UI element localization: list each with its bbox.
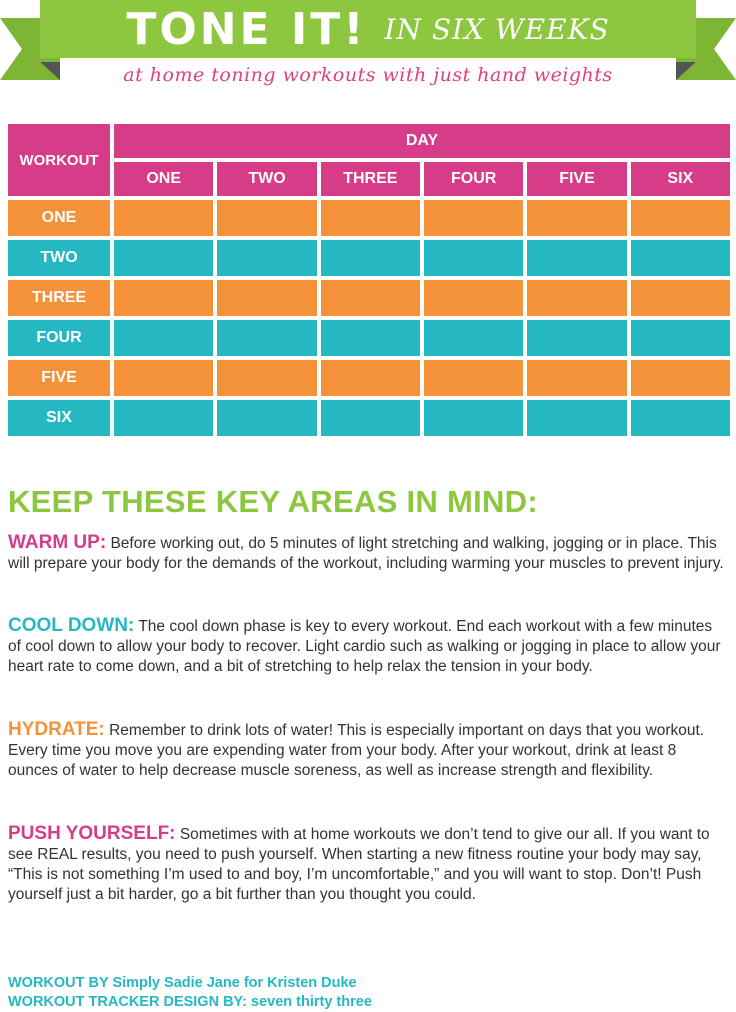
day-column-header: FOUR xyxy=(424,162,523,196)
tracker-cell[interactable] xyxy=(321,200,420,236)
tracker-cell[interactable] xyxy=(424,360,523,396)
tracker-cell[interactable] xyxy=(321,280,420,316)
tracker-cell[interactable] xyxy=(321,400,420,436)
key-areas-title: KEEP THESE KEY AREAS IN MIND: xyxy=(8,484,539,519)
header-banner xyxy=(0,0,736,100)
tracker-cell[interactable] xyxy=(527,360,626,396)
design-credit: WORKOUT TRACKER DESIGN BY: seven thirty three xyxy=(8,994,372,1010)
workout-row-label: TWO xyxy=(8,240,110,276)
tracker-cell[interactable] xyxy=(424,200,523,236)
tracker-cell[interactable] xyxy=(114,240,213,276)
tracker-cell[interactable] xyxy=(631,320,730,356)
tracker-cell[interactable] xyxy=(114,360,213,396)
page-title: TONE IT! xyxy=(126,3,367,55)
cool-down-section xyxy=(8,616,728,677)
workout-tracker-table xyxy=(8,124,730,436)
page-subtitle: IN SIX WEEKS xyxy=(384,12,610,46)
workout-row-label: THREE xyxy=(8,280,110,316)
workout-row-label: FOUR xyxy=(8,320,110,356)
section-text: Sometimes with at home workouts we don’t tend to give our all. If you want to see REAL results, you need to push yourself. When starting a new fitness routine your body may say, “This is not something I’m used to and boy, I’m uncomfortable,” and you will want to stop. Don’t! Push yourself just a bit harder, go a bit further than you thought you could. xyxy=(8,826,710,903)
tracker-cell[interactable] xyxy=(321,360,420,396)
section-heading: PUSH YOURSELF: xyxy=(8,823,176,844)
section-heading: HYDRATE: xyxy=(8,719,105,740)
day-column-header: TWO xyxy=(217,162,316,196)
hydrate-section xyxy=(8,720,728,781)
tracker-cell[interactable] xyxy=(321,240,420,276)
warm-up-section xyxy=(8,533,728,574)
push-yourself-section xyxy=(8,824,728,905)
tracker-cell[interactable] xyxy=(527,320,626,356)
section-text: The cool down phase is key to every workout. End each workout with a few minutes of cool down to allow your body to recover. Light cardio such as walking or jogging in place to allow your heart rate to come down, and a bit of stretching to help relax the tension in your body. xyxy=(8,618,721,675)
day-column-header: ONE xyxy=(114,162,213,196)
tracker-cell[interactable] xyxy=(631,200,730,236)
tracker-cell[interactable] xyxy=(217,320,316,356)
section-heading: WARM UP: xyxy=(8,532,107,553)
tracker-cell[interactable] xyxy=(631,360,730,396)
tracker-cell[interactable] xyxy=(217,360,316,396)
tracker-cell[interactable] xyxy=(321,320,420,356)
workout-row-label: SIX xyxy=(8,400,110,436)
section-heading: COOL DOWN: xyxy=(8,615,135,636)
tracker-cell[interactable] xyxy=(217,240,316,276)
day-column-header: SIX xyxy=(631,162,730,196)
workout-credit: WORKOUT BY Simply Sadie Jane for Kristen Duke xyxy=(8,975,357,991)
day-header: DAY xyxy=(114,124,730,158)
tracker-cell[interactable] xyxy=(424,280,523,316)
tracker-cell[interactable] xyxy=(114,320,213,356)
tracker-cell[interactable] xyxy=(217,280,316,316)
tracker-cell[interactable] xyxy=(114,200,213,236)
day-column-header: FIVE xyxy=(527,162,626,196)
tracker-cell[interactable] xyxy=(217,200,316,236)
workout-column-header: WORKOUT xyxy=(8,124,110,196)
tracker-cell[interactable] xyxy=(114,280,213,316)
tracker-cell[interactable] xyxy=(527,400,626,436)
section-text: Before working out, do 5 minutes of light stretching and walking, jogging or in place. This will prepare your body for the demands of the workout, including warming your muscles to prevent injury. xyxy=(8,535,724,572)
tracker-cell[interactable] xyxy=(527,240,626,276)
tracker-cell[interactable] xyxy=(631,280,730,316)
workout-row-label: FIVE xyxy=(8,360,110,396)
tracker-cell[interactable] xyxy=(424,320,523,356)
tracker-cell[interactable] xyxy=(631,240,730,276)
tagline: at home toning workouts with just hand weights xyxy=(123,64,613,86)
workout-row-label: ONE xyxy=(8,200,110,236)
section-text: Remember to drink lots of water! This is especially important on days that you workout. Every time you move you are expending water from your body. After your workout, drink at least 8 ounces of water to help decrease muscle soreness, as well as increase strength and flexibility. xyxy=(8,722,705,779)
tracker-cell[interactable] xyxy=(217,400,316,436)
title-banner xyxy=(40,0,696,58)
day-column-header: THREE xyxy=(321,162,420,196)
credits xyxy=(8,974,372,1012)
tracker-cell[interactable] xyxy=(631,400,730,436)
tracker-cell[interactable] xyxy=(114,400,213,436)
tracker-cell[interactable] xyxy=(424,240,523,276)
tracker-cell[interactable] xyxy=(527,200,626,236)
tracker-cell[interactable] xyxy=(527,280,626,316)
tracker-cell[interactable] xyxy=(424,400,523,436)
